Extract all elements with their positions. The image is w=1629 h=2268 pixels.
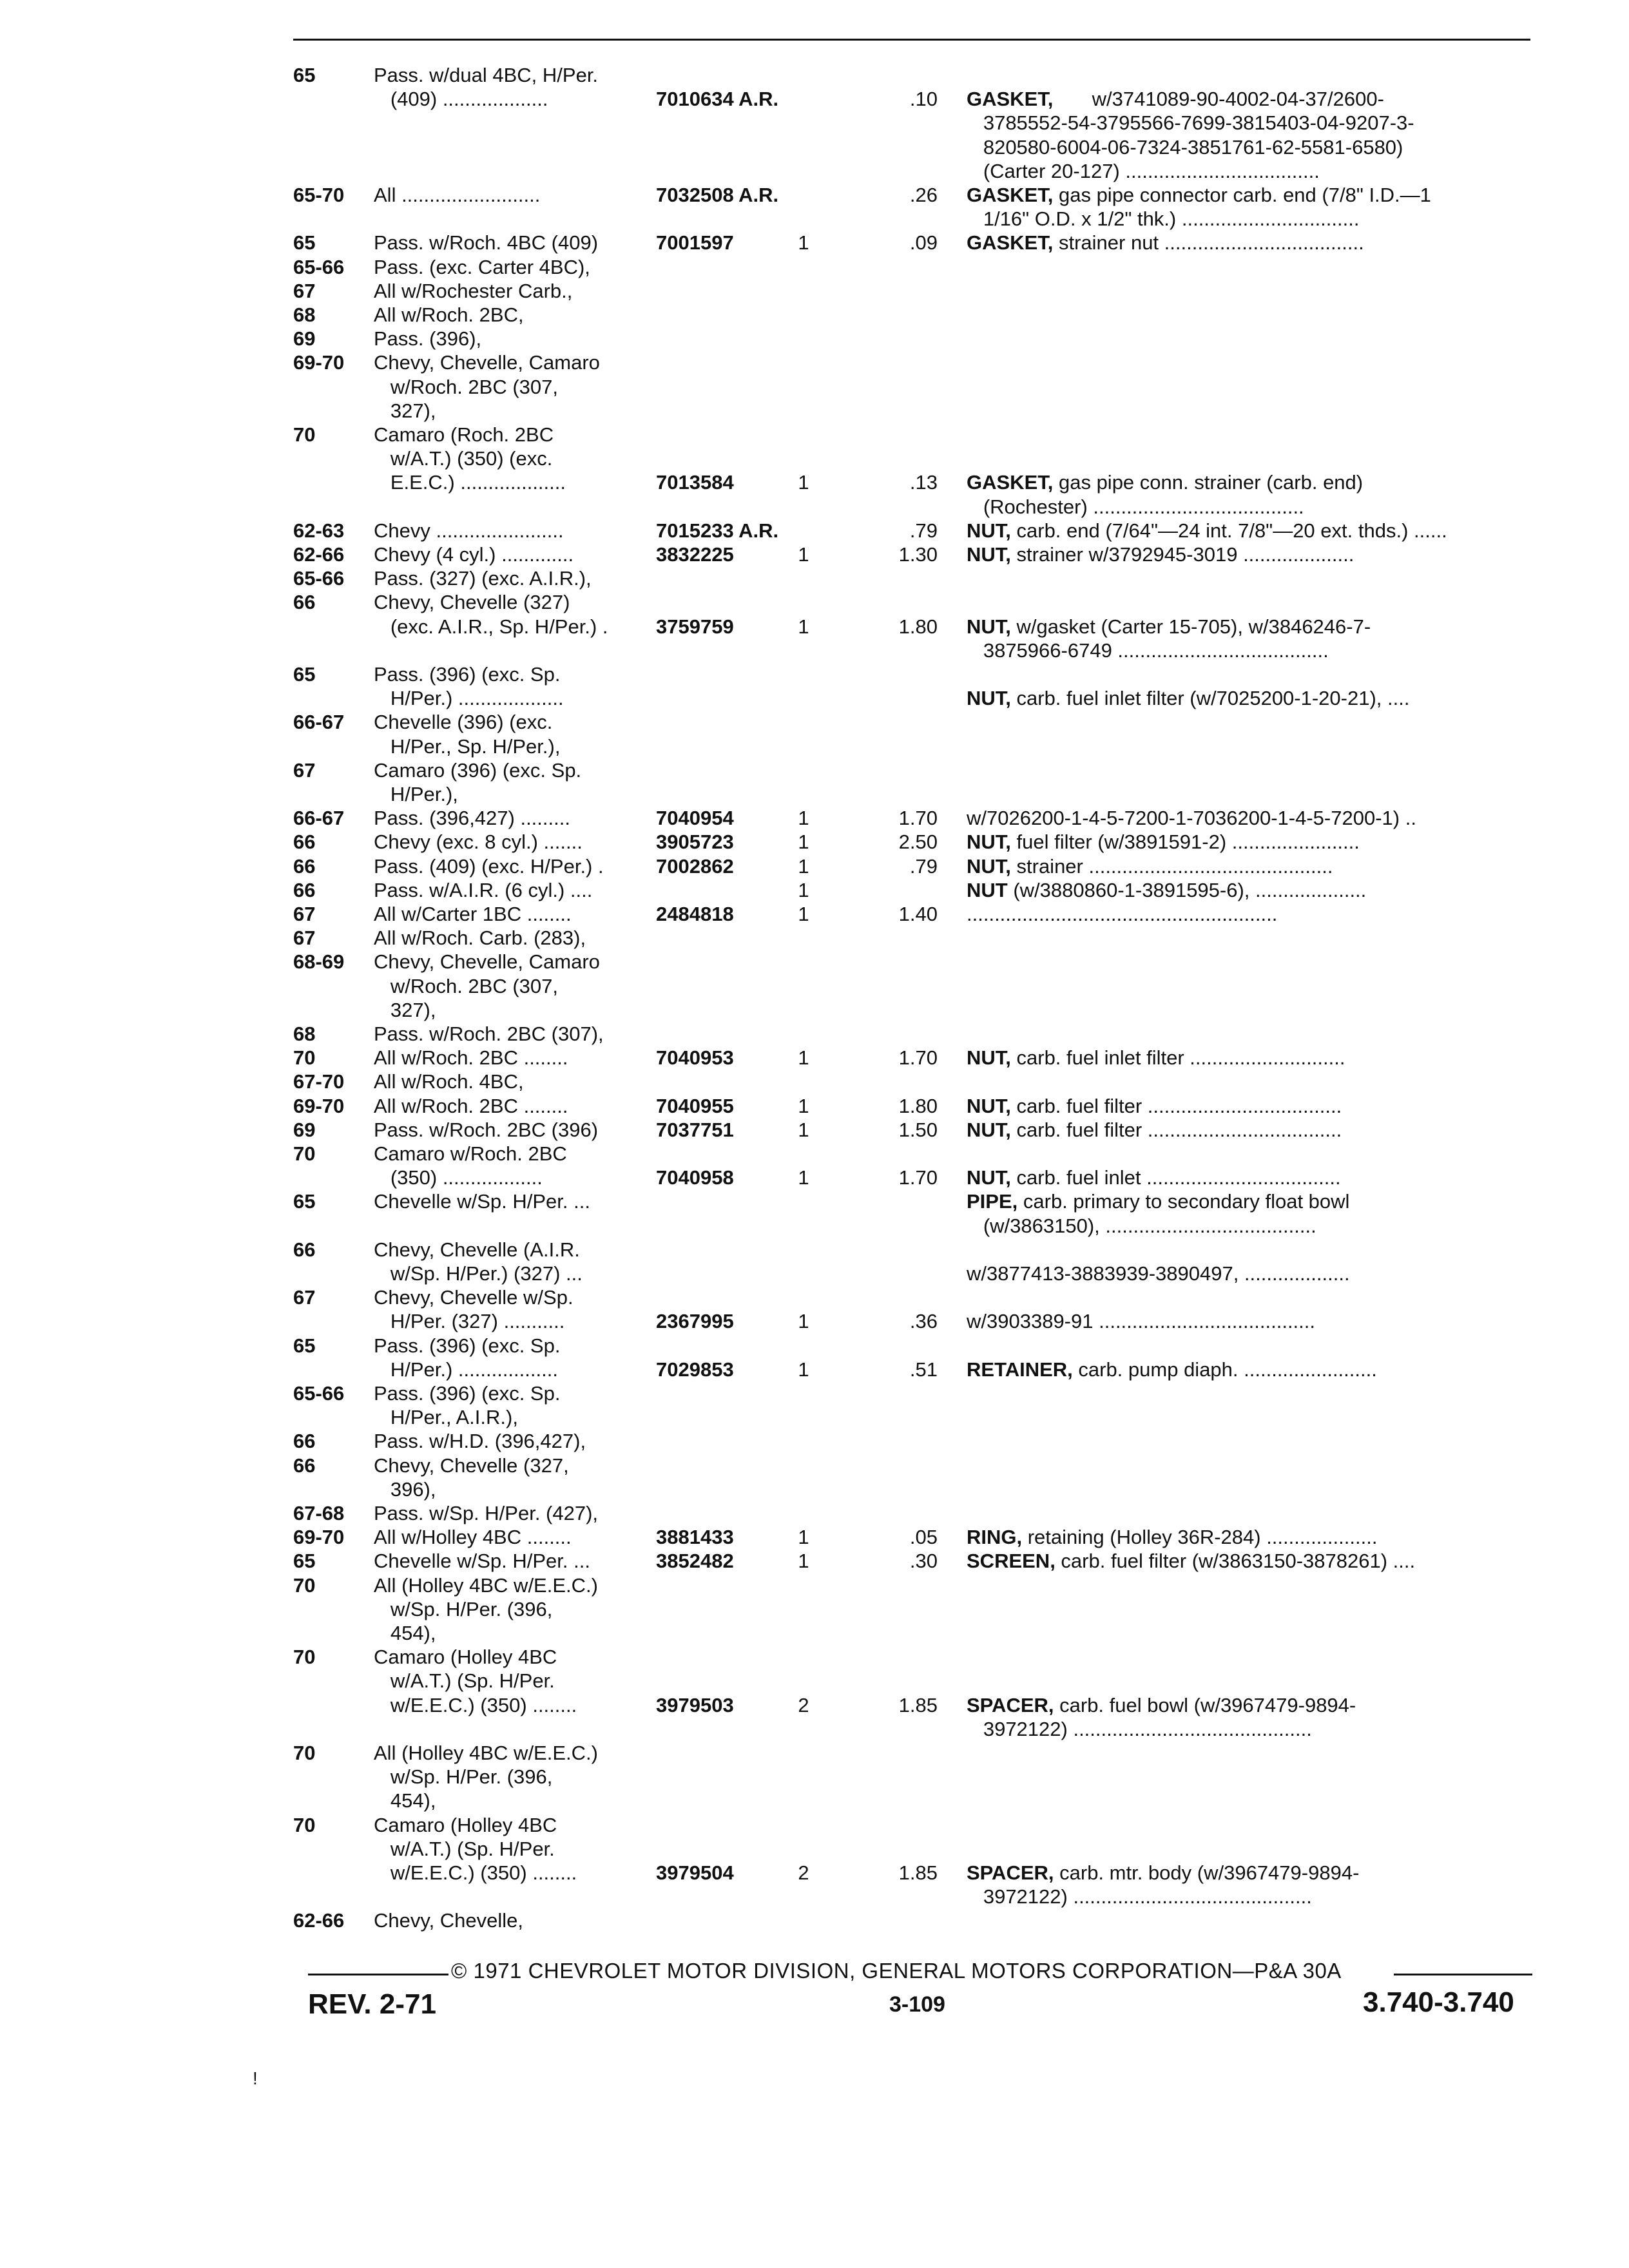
year-cell: 66 [293,1454,316,1477]
part-name: GASKET, [967,88,1054,111]
description-text: fuel filter (w/3891591-2) ....................... [1010,831,1360,854]
description-cell [967,543,1534,566]
year-cell: 69 [293,1118,316,1141]
model-cell: Chevy, Chevelle, [374,1909,524,1932]
description-cell [967,135,1534,159]
quantity-cell: 2 [798,1861,809,1884]
description-text: carb. mtr. body (w/3967479-9894- [1054,1861,1360,1884]
year-cell: 69 [293,327,316,351]
price-cell: .79 [909,519,938,542]
quantity-cell: 1 [798,1550,809,1573]
description-cell [967,159,1534,183]
price-cell: .05 [909,1526,938,1549]
description-cell [967,1549,1534,1573]
model-cell: (350) .................. [374,1166,543,1189]
model-cell: 454), [374,1789,436,1812]
model-cell: Chevy, Chevelle (327) [374,591,570,614]
model-cell: 327), [374,998,436,1021]
part-number-cell: 7040958 [656,1166,734,1189]
year-cell: 69-70 [293,1526,345,1549]
model-cell: H/Per., Sp. H/Per.), [374,735,561,758]
price-cell: 1.50 [898,1118,938,1141]
quantity-cell: 1 [798,878,809,901]
model-cell: Pass. w/A.I.R. (6 cyl.) .... [374,878,593,901]
year-cell: 66-67 [293,711,345,734]
year-cell: 70 [293,1813,316,1836]
price-cell: 1.80 [898,1094,938,1117]
model-cell: Camaro w/Roch. 2BC [374,1142,567,1165]
part-number-cell: 3832225 [656,543,734,566]
quantity-cell: 1 [798,854,809,878]
price-cell: .13 [909,471,938,494]
part-number-cell: 7029853 [656,1358,734,1381]
description-cell [967,231,1534,255]
model-cell: H/Per., A.I.R.), [374,1406,518,1429]
description-cell [967,1525,1534,1549]
price-cell: 1.80 [898,615,938,638]
price-cell: 1.85 [898,1861,938,1884]
description-text: strainer w/3792945-3019 .................... [1010,543,1354,566]
revision-label: REV. 2-71 [308,1988,436,2020]
model-cell: Pass. w/Roch. 2BC (307), [374,1023,604,1045]
description-cell [967,1046,1534,1070]
year-cell: 67 [293,279,316,302]
model-cell: Chevy, Chevelle (A.I.R. [374,1238,580,1261]
description-text: w/3877413-3883939-3890497, ................... [967,1262,1350,1285]
part-name: GASKET, [967,231,1054,255]
model-cell: w/A.T.) (Sp. H/Per. [374,1669,555,1693]
model-cell: Pass. (396), [374,327,482,351]
description-text: strainer ............................................ [1010,854,1333,878]
description-text: carb. end (7/64"—24 int. 7/8"—20 ext. thds.) ...... [1010,519,1447,542]
quantity-cell: 1 [798,1358,809,1381]
model-cell: Chevelle w/Sp. H/Per. ... [374,1190,590,1213]
model-cell: 327), [374,399,436,422]
copyright-line: © 1971 CHEVROLET MOTOR DIVISION, GENERAL MOTORS CORPORATION—P&A 30A [451,1959,1342,1983]
description-cell [967,1214,1534,1238]
description-text: carb. primary to secondary float bowl [1017,1190,1350,1213]
model-cell: w/Sp. H/Per. (396, [374,1765,553,1789]
price-cell: .36 [909,1310,938,1333]
price-cell: .10 [909,88,938,111]
model-cell: Chevy, Chevelle, Camaro [374,950,600,974]
description-text: w/7026200-1-4-5-7200-1-7036200-1-4-5-7200-1) .. [967,807,1416,830]
description-text: carb. fuel bowl (w/3967479-9894- [1054,1693,1356,1716]
model-cell: Camaro (Holley 4BC [374,1646,557,1669]
part-name: NUT, [967,543,1011,566]
description-text: w/3741089-90-4002-04-37/2600- [1053,88,1384,111]
year-cell: 67-70 [293,1070,345,1093]
year-cell: 66-67 [293,807,345,830]
part-number-cell: 7037751 [656,1118,734,1141]
model-cell: Pass. w/H.D. (396,427), [374,1430,586,1453]
year-cell: 65-66 [293,255,345,278]
model-cell: Camaro (Holley 4BC [374,1813,557,1836]
description-text: 820580-6004-06-7324-3851761-62-5581-6580) [967,135,1403,159]
year-cell: 67-68 [293,1502,345,1524]
description-cell [967,519,1534,543]
model-cell: All w/Roch. 4BC, [374,1070,524,1093]
part-number-cell: 3905723 [656,831,734,854]
description-cell [967,854,1534,878]
part-number-cell: 7032508 A.R. [656,184,779,206]
part-name: NUT [967,878,1008,901]
price-cell: 1.70 [898,1166,938,1189]
price-cell: 1.70 [898,1046,938,1070]
quantity-cell: 1 [798,831,809,854]
model-cell: w/A.T.) (Sp. H/Per. [374,1837,555,1860]
description-cell [967,183,1534,207]
year-cell: 62-63 [293,519,345,542]
description-cell [967,1094,1534,1118]
description-cell [967,1262,1534,1285]
description-cell [967,1693,1534,1717]
part-number-cell: 7001597 [656,231,734,255]
part-number-cell: 7013584 [656,471,734,494]
model-cell: (exc. A.I.R., Sp. H/Per.) . [374,615,608,638]
model-cell: All w/Roch. 2BC ........ [374,1046,568,1070]
description-cell [967,686,1534,710]
price-cell: .51 [909,1358,938,1381]
year-cell: 66 [293,1430,316,1453]
description-cell [967,615,1534,639]
part-name: NUT, [967,687,1011,710]
year-cell: 62-66 [293,1909,345,1932]
year-cell: 70 [293,1646,316,1669]
model-cell: (409) ................... [374,88,548,111]
model-cell: H/Per.), [374,783,458,805]
description-cell [967,806,1534,830]
year-cell: 66 [293,878,316,901]
year-cell: 65 [293,231,316,255]
price-cell: 1.85 [898,1693,938,1716]
part-name: NUT, [967,519,1011,542]
part-number-cell: 3852482 [656,1550,734,1573]
description-text: (w/3880860-1-3891595-6), .................... [1007,878,1367,901]
part-name: RETAINER, [967,1358,1073,1381]
year-cell: 66 [293,831,316,854]
part-name: NUT, [967,831,1011,854]
year-cell: 65-66 [293,567,345,590]
price-cell: .30 [909,1550,938,1573]
part-name: NUT, [967,1166,1011,1189]
description-text: carb. fuel inlet filter (w/7025200-1-20-21), .... [1010,687,1410,710]
part-number-cell: 3979503 [656,1693,734,1716]
model-cell: H/Per. (327) ........... [374,1310,565,1333]
description-cell [967,1861,1534,1885]
footer-rule-left [308,1974,448,1975]
model-cell: Pass. (327) (exc. A.I.R.), [374,567,592,590]
year-cell: 68 [293,1023,316,1045]
part-name: GASKET, [967,184,1054,206]
part-number-cell: 2367995 [656,1310,734,1333]
model-cell: Pass. (396,427) ......... [374,807,570,830]
price-cell: .79 [909,854,938,878]
part-number-cell: 7015233 A.R. [656,519,779,542]
part-number-cell: 2484818 [656,903,734,925]
model-cell: w/Sp. H/Per. (396, [374,1597,553,1620]
model-cell: Camaro (Roch. 2BC [374,423,554,446]
description-text: 3875966-6749 ...................................... [967,639,1329,662]
model-cell: All ......................... [374,184,541,206]
year-cell: 67 [293,927,316,950]
model-cell: 396), [374,1477,436,1501]
model-cell: Chevy, Chevelle w/Sp. [374,1286,574,1309]
quantity-cell: 1 [798,1166,809,1189]
model-cell: w/Sp. H/Per.) (327) ... [374,1262,583,1285]
quantity-cell: 1 [798,903,809,925]
quantity-cell: 1 [798,1310,809,1333]
description-cell [967,495,1534,519]
year-cell: 65-66 [293,1382,345,1405]
model-cell: All w/Rochester Carb., [374,279,573,302]
year-cell: 70 [293,1742,316,1764]
description-cell [967,87,1534,111]
part-number-cell: 7010634 A.R. [656,88,779,111]
model-cell: Camaro (396) (exc. Sp. [374,758,582,782]
model-cell: Chevy, Chevelle, Camaro [374,351,600,374]
year-cell: 66 [293,854,316,878]
description-text: carb. fuel inlet ................................... [1010,1166,1341,1189]
model-cell: H/Per.) ................... [374,687,564,710]
description-cell [967,111,1534,135]
description-cell [967,1358,1534,1381]
description-cell [967,1166,1534,1189]
price-cell: 1.30 [898,543,938,566]
model-cell: Chevy, Chevelle (327, [374,1454,569,1477]
year-cell: 70 [293,1142,316,1165]
year-cell: 69-70 [293,351,345,374]
part-name: NUT, [967,1094,1011,1117]
model-cell: Chevy ....................... [374,519,564,542]
model-cell: All w/Carter 1BC ........ [374,903,572,925]
model-cell: Pass. w/Roch. 2BC (396) [374,1118,599,1141]
part-number-cell: 3881433 [656,1526,734,1549]
part-number-cell: 7040955 [656,1094,734,1117]
part-name: SCREEN, [967,1550,1055,1573]
section-number: 3.740-3.740 [1363,1986,1514,2018]
description-text: carb. fuel filter ................................... [1010,1094,1342,1117]
quantity-cell: 2 [798,1693,809,1716]
model-cell: Pass. (396) (exc. Sp. [374,1334,561,1357]
model-cell: Chevelle (396) (exc. [374,711,553,734]
description-text: retaining (Holley 36R-284) .................... [1022,1526,1378,1549]
model-cell: Pass. (409) (exc. H/Per.) . [374,854,604,878]
year-cell: 70 [293,1573,316,1597]
quantity-cell: 1 [798,543,809,566]
year-cell: 68 [293,303,316,326]
model-cell: All (Holley 4BC w/E.E.C.) [374,1742,598,1764]
year-cell: 65 [293,64,316,86]
description-text: 3972122) ........................................... [967,1717,1312,1740]
part-name: NUT, [967,1046,1011,1070]
year-cell: 70 [293,423,316,446]
part-number-cell: 7002862 [656,854,734,878]
top-rule [293,39,1530,41]
description-cell [967,902,1534,926]
year-cell: 66 [293,1238,316,1261]
part-name: RING, [967,1526,1023,1549]
description-text: ........................................................ [967,903,1278,925]
model-cell: H/Per.) .................. [374,1358,558,1381]
part-name: GASKET, [967,471,1054,494]
description-text: (w/3863150), ...................................... [967,1214,1316,1237]
year-cell: 65-70 [293,184,345,206]
stray-mark: ! [253,2068,258,2088]
model-cell: Pass. w/Roch. 4BC (409) [374,231,599,255]
model-cell: Pass. w/Sp. H/Per. (427), [374,1502,599,1524]
model-cell: Pass. w/dual 4BC, H/Per. [374,64,599,86]
description-cell [967,639,1534,662]
description-text: gas pipe connector carb. end (7/8" I.D.—1 [1053,184,1431,206]
model-cell: All w/Roch. Carb. (283), [374,927,586,950]
part-name: SPACER, [967,1861,1054,1884]
description-text: (Carter 20-127) ................................... [967,159,1320,182]
description-text: gas pipe conn. strainer (carb. end) [1053,471,1364,494]
description-text: w/3903389-91 ....................................... [967,1310,1316,1333]
model-cell: Pass. (396) (exc. Sp. [374,1382,561,1405]
model-cell: Chevy (4 cyl.) ............. [374,543,574,566]
model-cell: All (Holley 4BC w/E.E.C.) [374,1573,598,1597]
model-cell: All w/Roch. 2BC, [374,303,524,326]
part-number-cell: 3979504 [656,1861,734,1884]
year-cell: 65 [293,1190,316,1213]
page-number: 3-109 [889,1992,945,2017]
model-cell: w/A.T.) (350) (exc. [374,447,553,470]
part-name: NUT, [967,1118,1011,1141]
price-cell: 2.50 [898,831,938,854]
year-cell: 65 [293,1550,316,1573]
description-cell [967,1717,1534,1741]
description-text: 1/16" O.D. x 1/2" thk.) ................................ [967,207,1360,231]
price-cell: 1.70 [898,807,938,830]
description-text: 3785552-54-3795566-7699-3815403-04-9207-3- [967,111,1414,135]
quantity-cell: 1 [798,1118,809,1141]
year-cell: 68-69 [293,950,345,974]
part-name: PIPE, [967,1190,1018,1213]
price-cell: 1.40 [898,903,938,925]
quantity-cell: 1 [798,615,809,638]
model-cell: w/E.E.C.) (350) ........ [374,1693,577,1716]
model-cell: Chevelle w/Sp. H/Per. ... [374,1550,590,1573]
description-cell [967,470,1534,494]
description-cell [967,1189,1534,1213]
year-cell: 67 [293,758,316,782]
description-text: carb. pump diaph. ........................ [1072,1358,1377,1381]
description-text: w/gasket (Carter 15-705), w/3846246-7- [1010,615,1371,638]
description-cell [967,830,1534,854]
model-cell: All w/Holley 4BC ........ [374,1526,572,1549]
description-cell [967,1118,1534,1142]
year-cell: 67 [293,1286,316,1309]
description-cell [967,878,1534,902]
description-text: strainer nut .................................... [1053,231,1364,255]
year-cell: 69-70 [293,1094,345,1117]
model-cell: w/Roch. 2BC (307, [374,974,559,997]
price-cell: .09 [909,231,938,255]
footer-rule-right [1394,1974,1532,1975]
quantity-cell: 1 [798,1526,809,1549]
year-cell: 67 [293,903,316,925]
model-cell: All w/Roch. 2BC ........ [374,1094,568,1117]
part-name: NUT, [967,615,1011,638]
description-text: carb. fuel filter (w/3863150-3878261) .... [1055,1550,1416,1573]
description-cell [967,1885,1534,1908]
model-cell: Chevy (exc. 8 cyl.) ....... [374,831,583,854]
part-number-cell: 3759759 [656,615,734,638]
description-cell [967,1309,1534,1333]
quantity-cell: 1 [798,1046,809,1070]
part-name: NUT, [967,854,1011,878]
year-cell: 70 [293,1046,316,1070]
year-cell: 62-66 [293,543,345,566]
model-cell: E.E.C.) ................... [374,471,566,494]
year-cell: 65 [293,663,316,686]
price-cell: .26 [909,184,938,206]
quantity-cell: 1 [798,1094,809,1117]
description-cell [967,207,1534,231]
year-cell: 65 [293,1334,316,1357]
description-text: carb. fuel inlet filter ............................ [1010,1046,1345,1070]
description-text: (Rochester) ...................................... [967,495,1304,518]
part-name: SPACER, [967,1693,1054,1716]
description-text: carb. fuel filter ................................... [1010,1118,1342,1141]
year-cell: 66 [293,591,316,614]
model-cell: w/Roch. 2BC (307, [374,375,559,398]
model-cell: Pass. (exc. Carter 4BC), [374,255,590,278]
quantity-cell: 1 [798,807,809,830]
quantity-cell: 1 [798,231,809,255]
model-cell: 454), [374,1622,436,1644]
quantity-cell: 1 [798,471,809,494]
part-number-cell: 7040954 [656,807,734,830]
model-cell: Pass. (396) (exc. Sp. [374,663,561,686]
description-text: 3972122) ........................................... [967,1885,1312,1908]
model-cell: w/E.E.C.) (350) ........ [374,1861,577,1884]
part-number-cell: 7040953 [656,1046,734,1070]
